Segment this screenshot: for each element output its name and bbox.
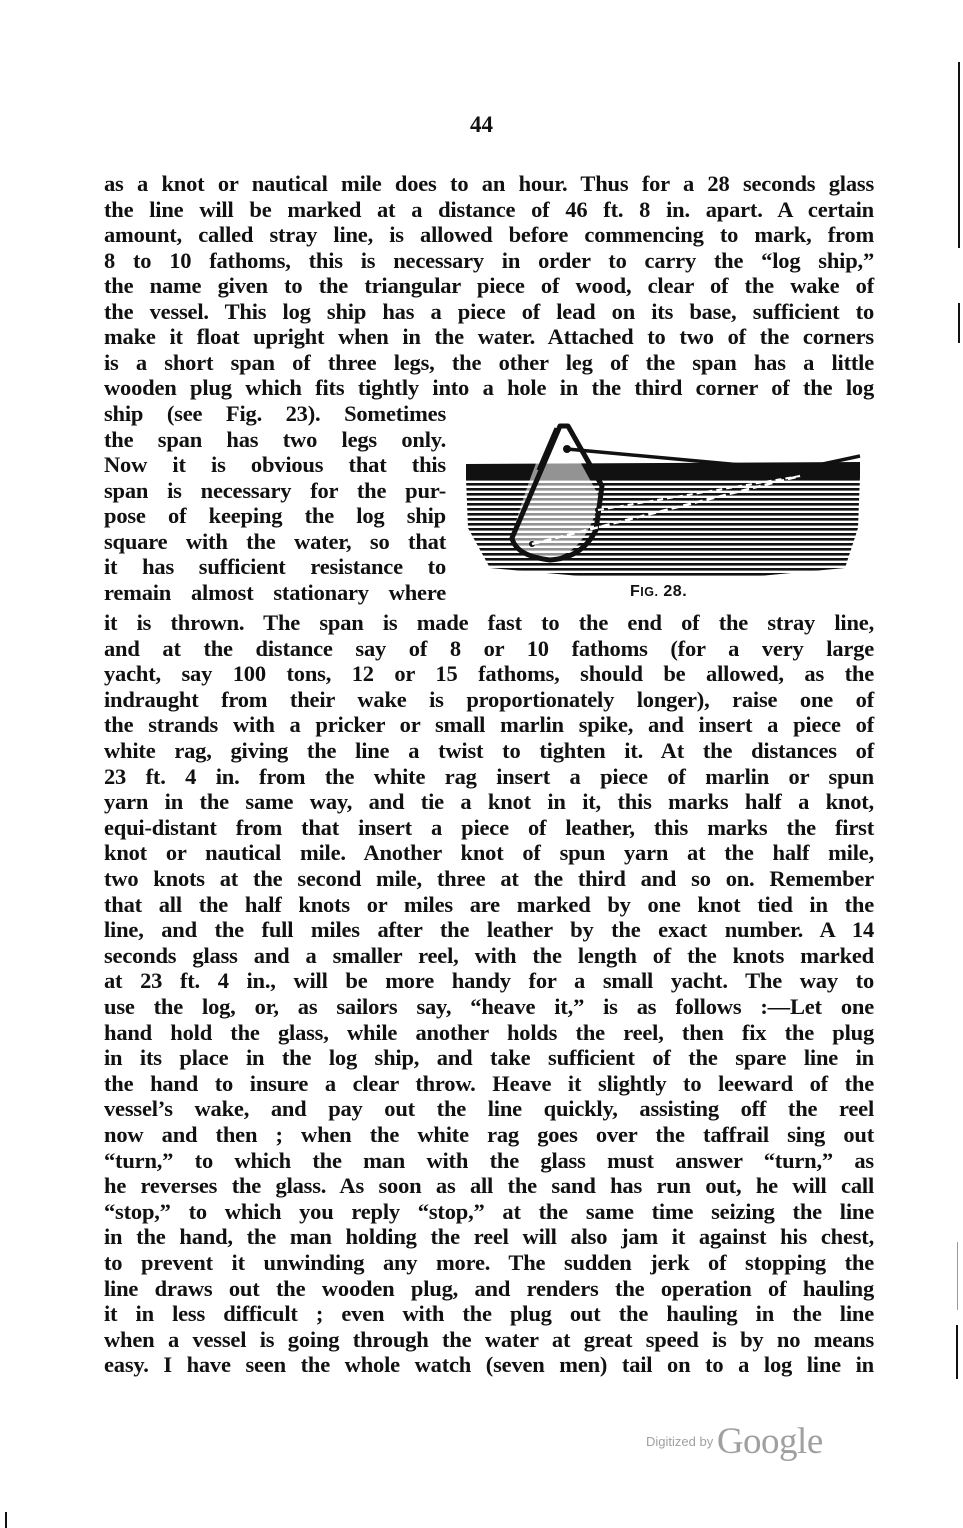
scan-edge-mark <box>957 1242 958 1310</box>
text-line: 23 ft. 4 in. from the white rag insert a piece of marlin or spun <box>104 764 874 789</box>
google-logo: Google <box>716 1421 823 1462</box>
text-line: it has sufficient resistance to <box>104 554 446 579</box>
text-line: 8 to 10 fathoms, this is necessary in order to carry the “log ship,” <box>104 248 874 273</box>
text-line: yacht, say 100 tons, 12 or 15 fathoms, should be allowed, as the <box>104 661 874 686</box>
scan-edge-mark <box>958 62 960 248</box>
text-line: in the hand, the man holding the reel will also jam it against his chest, <box>104 1224 874 1249</box>
text-line: seconds glass and a smaller reel, with the length of the knots marked <box>104 943 874 968</box>
text-line: use the log, or, as sailors say, “heave it,” is as follows :—Let one <box>104 994 874 1019</box>
page-number: 44 <box>470 112 493 137</box>
caption-number: 28. <box>658 583 688 600</box>
text-line: in its place in the log ship, and take sufficient of the spare line in <box>104 1045 874 1070</box>
text-line: pose of keeping the log ship <box>104 503 446 528</box>
caption-label: IG. <box>640 585 659 599</box>
text-line: hand hold the glass, while another holds the reel, then fix the plug <box>104 1020 874 1045</box>
text-line: “turn,” to which the man with the glass must answer “turn,” as <box>104 1148 874 1173</box>
scan-edge-mark <box>958 303 960 343</box>
text-line: span is necessary for the pur- <box>104 478 446 503</box>
text-line: the vessel. This log ship has a piece of lead on its base, sufficient to <box>104 299 874 324</box>
log-ship-illustration-icon <box>460 418 870 588</box>
text-line: knot or nautical mile. Another knot of spun yarn at the half mile, <box>104 840 874 865</box>
text-line: that all the half knots or miles are marked by one knot tied in the <box>104 892 874 917</box>
text-line: when a vessel is going through the water at great speed is by no means <box>104 1327 874 1352</box>
text-line: amount, called stray line, is allowed before commencing to mark, from <box>104 222 874 247</box>
text-line: and at the distance say of 8 or 10 fathoms (for a very large <box>104 636 874 661</box>
text-line: indraught from their wake is proportionately longer), raise one of <box>104 687 874 712</box>
text-line: wooden plug which fits tightly into a hole in the third corner of the log <box>104 375 874 400</box>
text-line: it in less difficult ; even with the plug out the hauling in the line <box>104 1301 874 1326</box>
text-line: line draws out the wooden plug, and renders the operation of hauling <box>104 1276 874 1301</box>
text-line: “stop,” to which you reply “stop,” at the same time seizing the line <box>104 1199 874 1224</box>
caption-prefix: F <box>630 583 641 600</box>
text-line: remain almost stationary where <box>104 580 446 605</box>
log-ship-figure <box>460 418 870 588</box>
watermark-prefix: Digitized by <box>646 1434 717 1449</box>
text-line: as a knot or nautical mile does to an hour. Thus for a 28 seconds glass <box>104 171 874 196</box>
text-line: now and then ; when the white rag goes over the taffrail sing out <box>104 1122 874 1147</box>
text-line: at 23 ft. 4 in., will be more handy for a small yacht. The way to <box>104 968 874 993</box>
text-line: vessel’s wake, and pay out the line quickly, assisting off the reel <box>104 1096 874 1121</box>
text-line: white rag, giving the line a twist to tighten it. At the distances of <box>104 738 874 763</box>
figure-caption <box>630 583 687 601</box>
text-line: ship (see Fig. 23). Sometimes <box>104 401 446 426</box>
text-line: Now it is obvious that this <box>104 452 446 477</box>
text-line: make it float upright when in the water. Attached to two of the corners <box>104 324 874 349</box>
text-line: the strands with a pricker or small marlin spike, and insert a piece of <box>104 712 874 737</box>
text-line: he reverses the glass. As soon as all the sand has run out, he will call <box>104 1173 874 1198</box>
text-line: easy. I have seen the whole watch (seven men) tail on to a log line in <box>104 1352 874 1377</box>
text-line: to prevent it unwinding any more. The sudden jerk of stopping the <box>104 1250 874 1275</box>
text-line: line, and the full miles after the leather by the exact number. A 14 <box>104 917 874 942</box>
text-line: is a short span of three legs, the other leg of the span has a little <box>104 350 874 375</box>
text-line: the span has two legs only. <box>104 427 446 452</box>
text-line: two knots at the second mile, three at the third and so on. Remember <box>104 866 874 891</box>
text-line: the name given to the triangular piece of wood, clear of the wake of <box>104 273 874 298</box>
scan-edge-mark <box>5 1512 7 1528</box>
text-line: it is thrown. The span is made fast to the end of the stray line, <box>104 610 874 635</box>
text-line: square with the water, so that <box>104 529 446 554</box>
text-line: yarn in the same way, and tie a knot in it, this marks half a knot, <box>104 789 874 814</box>
scan-edge-mark <box>956 1325 958 1379</box>
text-line: equi-distant from that insert a piece of leather, this marks the first <box>104 815 874 840</box>
text-line: the hand to insure a clear throw. Heave it slightly to leeward of the <box>104 1071 874 1096</box>
text-line: the line will be marked at a distance of 46 ft. 8 in. apart. A certain <box>104 197 874 222</box>
digitized-by-google-watermark <box>646 1420 823 1463</box>
